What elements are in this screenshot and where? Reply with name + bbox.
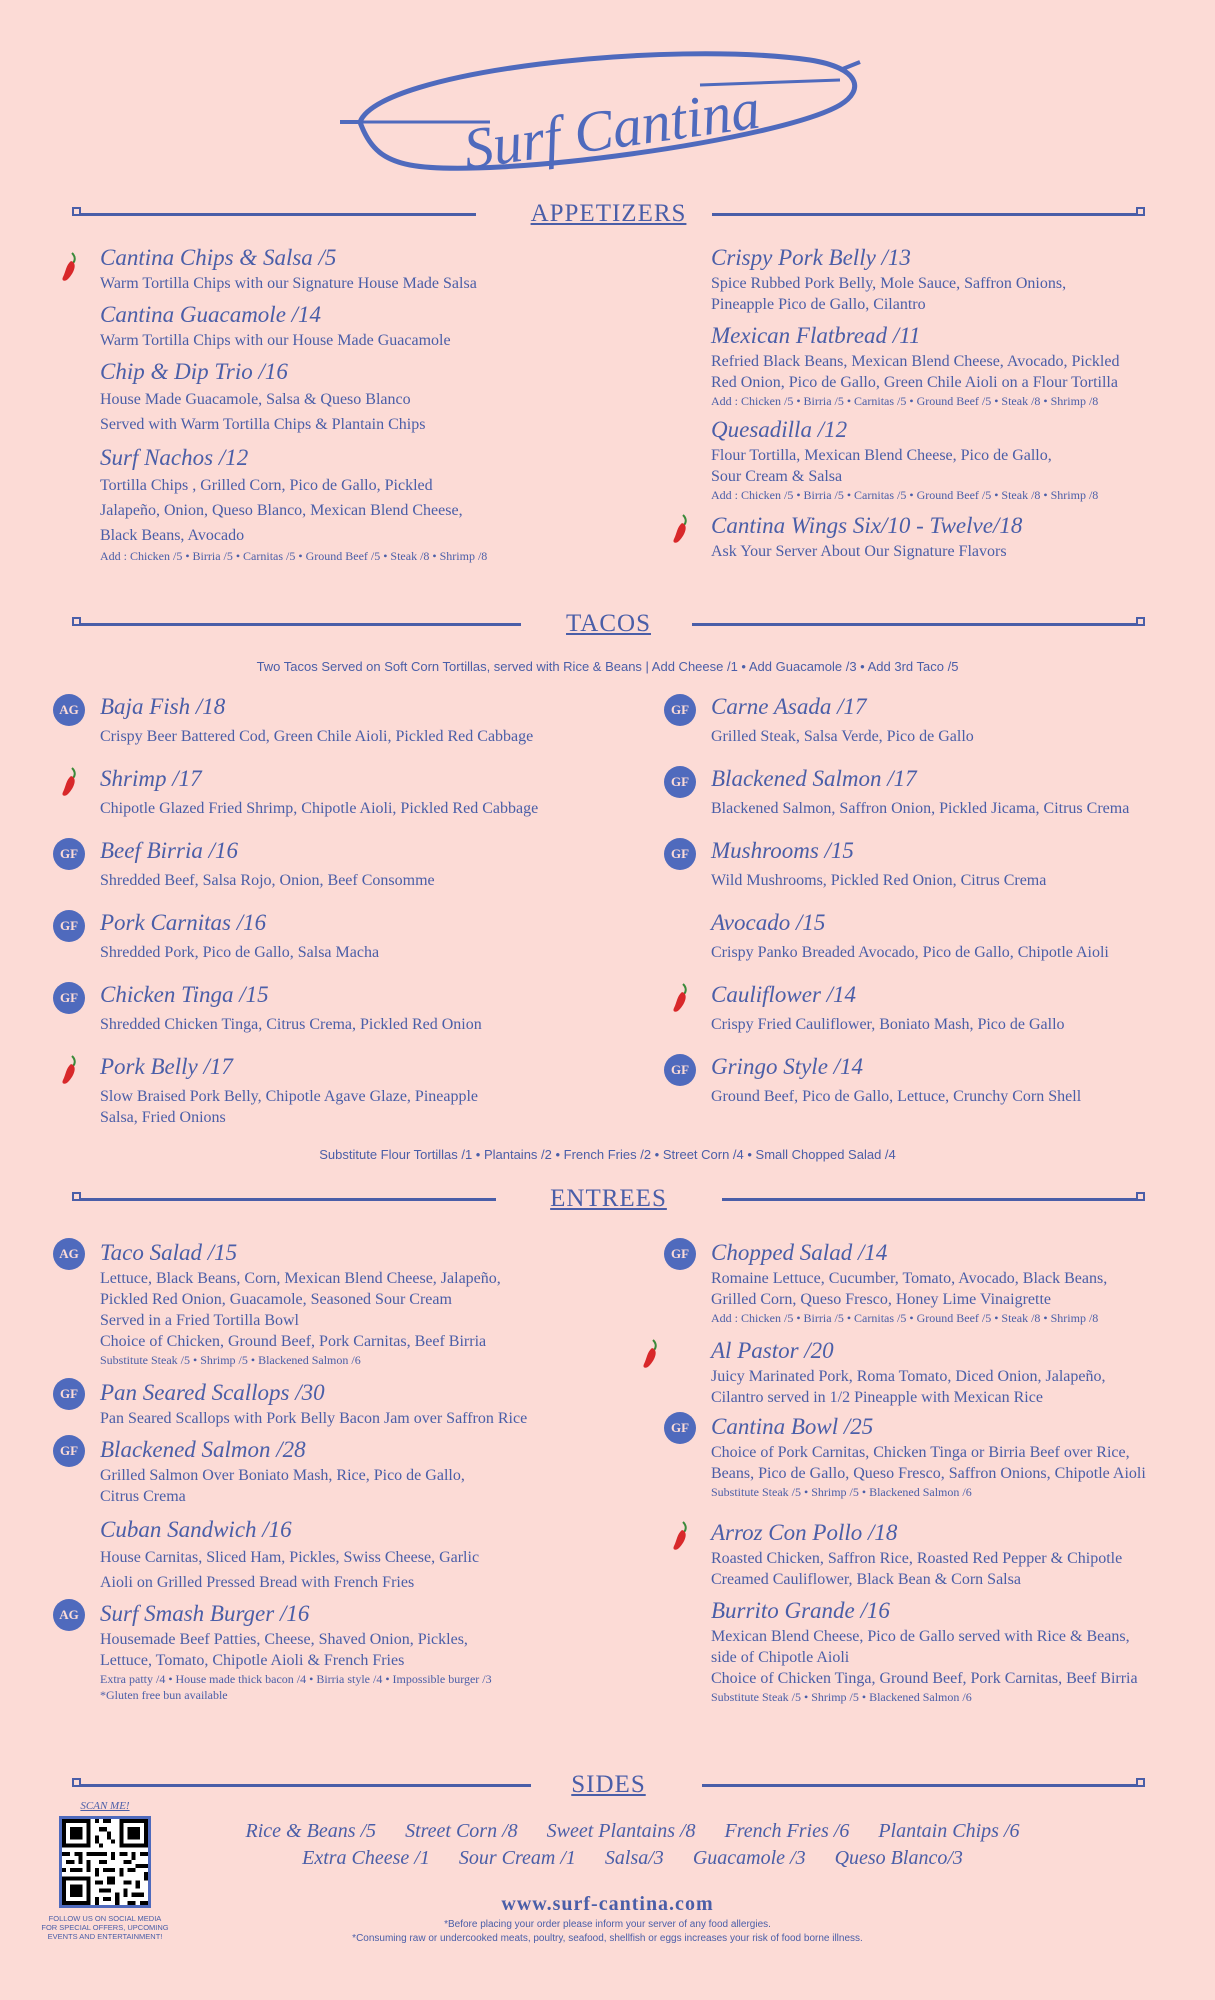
tacos-header [72, 610, 1145, 640]
appetizers-right-column [711, 243, 1191, 562]
menu-item: Shrimp /17 Chipotle Glazed Fried Shrimp, Chipotle Aioli, Pickled Red Cabbage [100, 764, 640, 836]
gf-badge: GF [664, 1054, 696, 1086]
menu-item: Pork Belly /17 Slow Braised Pork Belly, Chipotle Agave Glaze, Pineapple Salsa, Fried Onions [100, 1052, 640, 1128]
side-item: French Fries /6 [724, 1820, 850, 1842]
menu-item: AG Taco Salad /15 Lettuce, Black Beans, Corn, Mexican Blend Cheese, Jalapeño, Pickled Red Onion, Guacamole, Seasoned Sour Cream Served in a Fried Tortilla Bowl Choice of Chicken, Ground Beef, Pork Carnitas, Beef Birria Substitute Steak /5 • Shrimp /5 • Blackened Salmon /6 [100, 1238, 640, 1368]
menu-item: Crispy Pork Belly /13 Spice Rubbed Pork Belly, Mole Sauce, Saffron Onions, Pineapple Pico de Gallo, Cilantro [711, 245, 1067, 313]
entrees-left-column [59, 1238, 640, 1703]
chili-pepper-icon [667, 511, 693, 545]
menu-item: AG Baja Fish /18 Crispy Beer Battered Cod, Green Chile Aioli, Pickled Red Cabbage [100, 692, 640, 764]
gf-badge: GF [53, 982, 85, 1014]
side-item: Sour Cream /1 [458, 1847, 576, 1869]
menu-item: GF Cantina Bowl /25 Choice of Pork Carnitas, Chicken Tinga or Birria Beef over Rice, Beans, Pico de Gallo, Queso Fresco, Saffron Onions, Chipotle Aioli Substitute Steak /5 • Shrimp /5 • Blackened Salmon /6 [711, 1412, 1201, 1500]
raw-food-warning: *Consuming raw or undercooked meats, poultry, seafood, shellfish or eggs increases your risk of food borne illness. [352, 1933, 863, 1944]
side-item: Plantain Chips /6 [878, 1820, 1020, 1842]
appetizers-title: APPETIZERS [530, 200, 687, 227]
chili-pepper-icon [56, 764, 82, 798]
menu-item: GF Pork Carnitas /16 Shredded Pork, Pico de Gallo, Salsa Macha [100, 908, 640, 980]
entrees-title: ENTREES [550, 1185, 667, 1212]
ag-badge: AG [53, 1238, 85, 1270]
appetizers-header [72, 200, 1145, 230]
gf-badge: GF [53, 1378, 85, 1410]
sides-title: SIDES [571, 1771, 646, 1798]
side-item: Guacamole /3 [692, 1847, 806, 1869]
menu-item: Cantina Guacamole /14 Warm Tortilla Chips with our House Made Guacamole [100, 302, 451, 349]
side-item: Rice & Beans /5 [245, 1820, 377, 1842]
appetizers-left-column [100, 243, 620, 564]
chili-pepper-icon [56, 249, 82, 283]
tacos-note: Two Tacos Served on Soft Corn Tortillas, served with Rice & Beans | Add Cheese /1 • Add Guacamole /3 • Add 3rd Taco /5 [256, 659, 959, 674]
tacos-substitute-note: Substitute Flour Tortillas /1 • Plantains /2 • French Fries /2 • Street Corn /4 • Small Chopped Salad /4 [319, 1147, 896, 1162]
gf-badge: GF [664, 694, 696, 726]
menu-item: Al Pastor /20 Juicy Marinated Pork, Roma Tomato, Diced Onion, Jalapeño, Cilantro served in 1/2 Pineapple with Mexican Rice [711, 1336, 1201, 1408]
menu-item: GF Beef Birria /16 Shredded Beef, Salsa Rojo, Onion, Beef Consomme [100, 836, 640, 908]
gf-badge: GF [53, 1435, 85, 1467]
menu-item: GF Blackened Salmon /28 Grilled Salmon Over Boniato Mash, Rice, Pico de Gallo, Citrus Crema [100, 1435, 640, 1507]
chili-pepper-icon [667, 980, 693, 1014]
side-item: Sweet Plantains /8 [546, 1820, 696, 1842]
sides-row-2 [0, 1847, 1215, 1870]
menu-item: Avocado /15 Crispy Panko Breaded Avocado, Pico de Gallo, Chipotle Aioli [711, 910, 1109, 961]
side-item: Salsa/3 [604, 1847, 664, 1869]
qr-follow-text: FOLLOW US ON SOCIAL MEDIA FOR SPECIAL OFFERS, UPCOMING EVENTS AND ENTERTAINMENT! [41, 1914, 169, 1941]
tacos-left-column [59, 692, 640, 1128]
menu-item: Cantina Chips & Salsa /5 Warm Tortilla Chips with our Signature House Made Salsa [100, 243, 620, 294]
side-item: Extra Cheese /1 [302, 1847, 430, 1869]
ag-badge: AG [53, 1599, 85, 1631]
menu-item: Chip & Dip Trio /16 House Made Guacamole, Salsa & Queso Blanco Served with Warm Tortilla Chips & Plantain Chips [100, 359, 426, 433]
gf-badge: GF [664, 1238, 696, 1270]
gf-badge: GF [664, 1412, 696, 1444]
menu-item: GF Chicken Tinga /15 Shredded Chicken Tinga, Citrus Crema, Pickled Red Onion [100, 980, 640, 1052]
menu-item: Cuban Sandwich /16 House Carnitas, Sliced Ham, Pickles, Swiss Cheese, Garlic Aioli on Grilled Pressed Bread with French Fries [100, 1517, 480, 1591]
menu-item: GF Gringo Style /14 Ground Beef, Pico de Gallo, Lettuce, Crunchy Corn Shell [711, 1052, 1191, 1107]
tacos-title: TACOS [566, 610, 651, 637]
logo-wordmark: Surf Cantina [459, 75, 764, 182]
entrees-right-column [670, 1238, 1201, 1705]
tacos-right-column [670, 692, 1191, 1107]
menu-item: Burrito Grande /16 Mexican Blend Cheese, Pico de Gallo served with Rice & Beans, side of Chipotle Aioli Choice of Chicken Tinga, Ground Beef, Pork Carnitas, Beef Birria Substitute Steak /5 • Shrimp /5 • Blackened Salmon /6 [711, 1598, 1138, 1704]
menu-item: GF Carne Asada /17 Grilled Steak, Salsa Verde, Pico de Gallo [711, 692, 1191, 764]
menu-item: Mexican Flatbread /11 Refried Black Beans, Mexican Blend Cheese, Avocado, Pickled Red Onion, Pico de Gallo, Green Chile Aioli on a Flour Tortilla Add : Chicken /5 • Birria /5 • Carnitas /5 • Ground Beef /5 • Steak /8 • Shrimp /8 [711, 323, 1120, 408]
allergy-note: *Before placing your order please inform your server of any food allergies. [444, 1919, 771, 1930]
menu-item: Cantina Wings Six/10 - Twelve/18 Ask Your Server About Our Signature Flavors [711, 511, 1191, 562]
entrees-header [72, 1185, 1145, 1215]
menu-item: Cauliflower /14 Crispy Fried Cauliflower, Boniato Mash, Pico de Gallo [711, 980, 1191, 1052]
menu-item: GF Mushrooms /15 Wild Mushrooms, Pickled Red Onion, Citrus Crema [711, 836, 1191, 908]
chili-pepper-icon [637, 1336, 663, 1370]
sides-header [72, 1771, 1145, 1801]
menu-item: Quesadilla /12 Flour Tortilla, Mexican Blend Cheese, Pico de Gallo, Sour Cream & Salsa Add : Chicken /5 • Birria /5 • Carnitas /5 • Ground Beef /5 • Steak /8 • Shrimp /8 [711, 417, 1099, 502]
chili-pepper-icon [56, 1052, 82, 1086]
gf-badge: GF [53, 910, 85, 942]
surf-cantina-logo [340, 30, 880, 210]
website-link[interactable]: www.surf-cantina.com [501, 1893, 714, 1915]
ag-badge: AG [53, 694, 85, 726]
side-item: Queso Blanco/3 [834, 1847, 963, 1869]
scan-me-label: SCAN ME! [80, 1800, 130, 1812]
menu-item: Arroz Con Pollo /18 Roasted Chicken, Saffron Rice, Roasted Red Pepper & Chipotle Creamed Cauliflower, Black Bean & Corn Salsa [711, 1518, 1201, 1590]
side-item: Street Corn /8 [405, 1820, 518, 1842]
chili-pepper-icon [667, 1518, 693, 1552]
menu-item: Surf Nachos /12 Tortilla Chips , Grilled Corn, Pico de Gallo, Pickled Jalapeño, Onion, Queso Blanco, Mexican Blend Cheese, Black Beans, Avocado Add : Chicken /5 • Birria /5 • Carnitas /5 • Ground Beef /5 • Steak /8 • Shrimp /8 [100, 445, 488, 563]
gf-badge: GF [664, 838, 696, 870]
menu-item: AG Surf Smash Burger /16 Housemade Beef Patties, Cheese, Shaved Onion, Pickles, Lettuce, Tomato, Chipotle Aioli & French Fries Extra patty /4 • House made thick bacon /4 • Birria style /4 • Impossible burger /3 *Gluten free bun available [100, 1599, 640, 1703]
menu-item: GF Chopped Salad /14 Romaine Lettuce, Cucumber, Tomato, Avocado, Black Beans, Grilled Corn, Queso Fresco, Honey Lime Vinaigrette Add : Chicken /5 • Birria /5 • Carnitas /5 • Ground Beef /5 • Steak /8 • Shrimp /8 [711, 1238, 1201, 1326]
menu-item: GF Blackened Salmon /17 Blackened Salmon, Saffron Onion, Pickled Jicama, Citrus Crema [711, 764, 1191, 836]
sides-row-1 [0, 1820, 1215, 1843]
menu-item: GF Pan Seared Scallops /30 Pan Seared Scallops with Pork Belly Bacon Jam over Saffron Rice [100, 1378, 640, 1429]
gf-badge: GF [664, 766, 696, 798]
gf-badge: GF [53, 838, 85, 870]
